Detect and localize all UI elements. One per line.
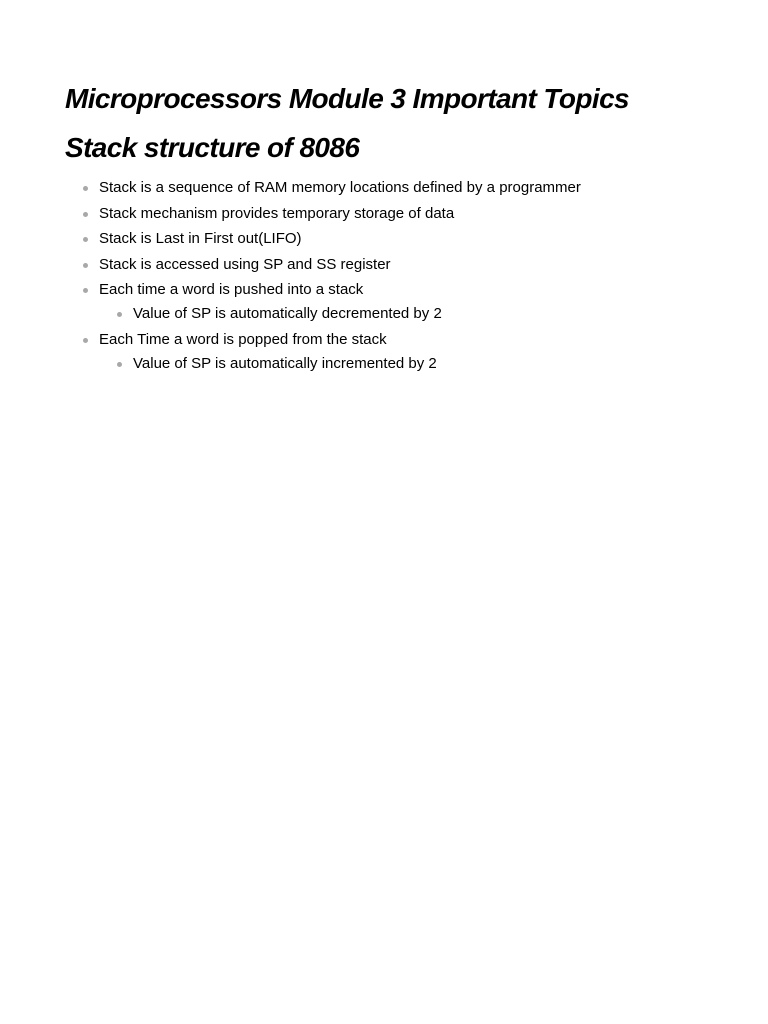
list-item bbox=[99, 179, 745, 197]
sub-bullet-list bbox=[99, 355, 745, 373]
list-item bbox=[99, 205, 745, 223]
sub-list-item-text: Value of SP is automatically incremented by 2 bbox=[133, 354, 437, 372]
list-item bbox=[99, 281, 745, 323]
section-heading: Stack structure of 8086 bbox=[65, 132, 360, 163]
list-item bbox=[99, 256, 745, 274]
bullet-icon bbox=[83, 186, 88, 191]
list-item-text: Each Time a word is popped from the stack bbox=[99, 330, 387, 348]
bullet-icon bbox=[83, 288, 88, 293]
sub-list-item-text: Value of SP is automatically decremented by 2 bbox=[133, 305, 442, 322]
bullet-icon bbox=[117, 312, 122, 317]
list-item-text: Stack is a sequence of RAM memory locations defined by a programmer bbox=[99, 179, 581, 196]
list-item-text: Each time a word is pushed into a stack bbox=[99, 281, 364, 298]
list-item-text: Stack is accessed using SP and SS register bbox=[99, 255, 391, 273]
list-item-text: Stack mechanism provides temporary storage of data bbox=[99, 204, 455, 222]
sub-bullet-list bbox=[99, 305, 745, 323]
bullet-icon bbox=[83, 263, 88, 268]
list-item-text: Stack is Last in First out(LIFO) bbox=[99, 230, 302, 247]
document-title: Microprocessors Module 3 Important Topics bbox=[65, 83, 630, 114]
bullet-list bbox=[65, 179, 745, 373]
list-item bbox=[99, 230, 745, 248]
sub-list-item bbox=[133, 355, 745, 373]
document-page bbox=[65, 82, 745, 380]
sub-list-item bbox=[133, 305, 745, 323]
bullet-icon bbox=[83, 338, 88, 343]
list-item bbox=[99, 331, 745, 373]
bullet-icon bbox=[117, 362, 122, 367]
bullet-icon bbox=[83, 237, 88, 242]
bullet-icon bbox=[83, 212, 88, 217]
